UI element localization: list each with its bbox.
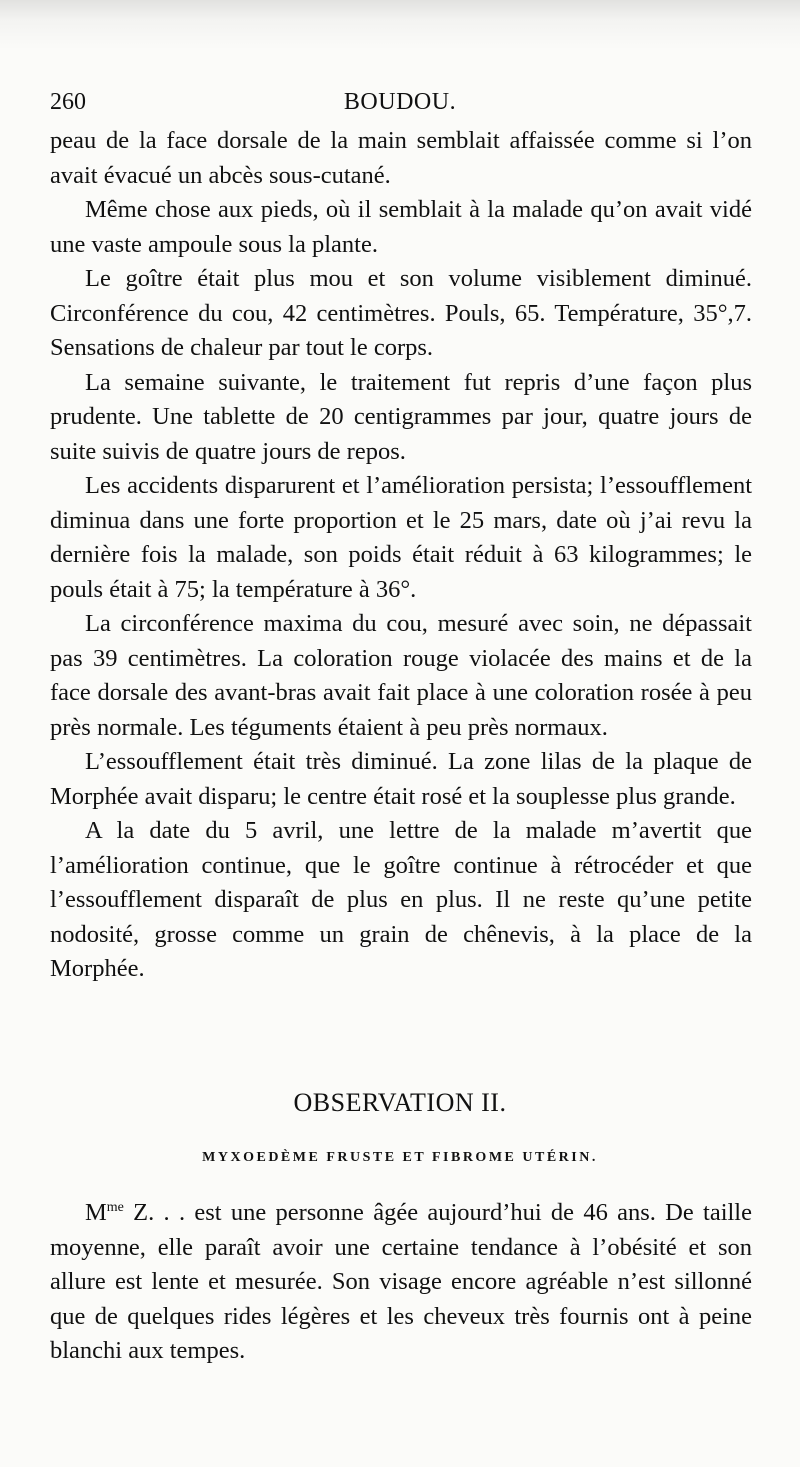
paragraph: Les accidents disparurent et l’amélioration persista; l’essoufflement diminua dans une forte proportion et le 25 mars, date où j’ai revu la dernière fois la malade, son poids était réduit à 63 kilogrammes; le pouls était à 75; la température à 36°. [50,472,752,603]
page-number: 260 [50,89,86,115]
observation-text [50,1196,752,1369]
paragraph: A la date du 5 avril, une lettre de la malade m’avertit que l’amélioration continue, que le goître continue à rétrocéder et que l’essoufflement disparaît de plus en plus. Il ne reste qu’une petite nodosité, grosse comme un grain de chênevis, à la place de la Morphée. [50,817,752,982]
paragraph [50,1196,752,1369]
section-subtitle: MYXOEDÈME FRUSTE ET FIBROME UTÉRIN. [202,1150,598,1165]
paragraph: La semaine suivante, le traitement fut repris d’une façon plus prudente. Une tablette de 20 centigrammes par jour, quatre jours de suite suivis de quatre jours de repos. [50,368,752,465]
paragraph: peau de la face dorsale de la main semblait affaissée comme si l’on avait évacué un abcès sous-cutané. [50,127,752,189]
observation-paragraph-text: Z. . . est une personne âgée aujourd’hui de 46 ans. De taille moyenne, elle paraît avoir une certaine tendance à l’obésité et son allure est lente et mesurée. Son visage encore agréable n’est sillonné que de quelques rides légères et les cheveux très fournis ont à peine blanchi aux tempes. [50,1199,752,1364]
section-title: OBSERVATION II. [293,1088,507,1117]
running-title: BOUDOU. [343,89,457,115]
running-head [50,84,750,120]
paragraph: La circonférence maxima du cou, mesuré avec soin, ne dépassait pas 39 centimètres. La coloration rouge violacée des mains et de la face dorsale des avant-bras avait fait place à une coloration rosée à peu près normale. Les téguments étaient à peu près normaux. [50,610,752,741]
paragraph: L’essoufflement était très diminué. La zone lilas de la plaque de Morphée avait disparu; le centre était rosé et la souplesse plus grande. [50,748,752,810]
body-text [50,124,752,987]
paragraph: Le goître était plus mou et son volume visiblement diminué. Circonférence du cou, 42 centimètres. Pouls, 65. Température, 35°,7. Sensations de chaleur par tout le corps. [50,265,752,361]
salutation-superscript: me [106,1199,124,1215]
paragraph: Même chose aux pieds, où il semblait à la malade qu’on avait vidé une vaste ampoule sous la plante. [50,196,752,258]
salutation: M [85,1199,107,1226]
